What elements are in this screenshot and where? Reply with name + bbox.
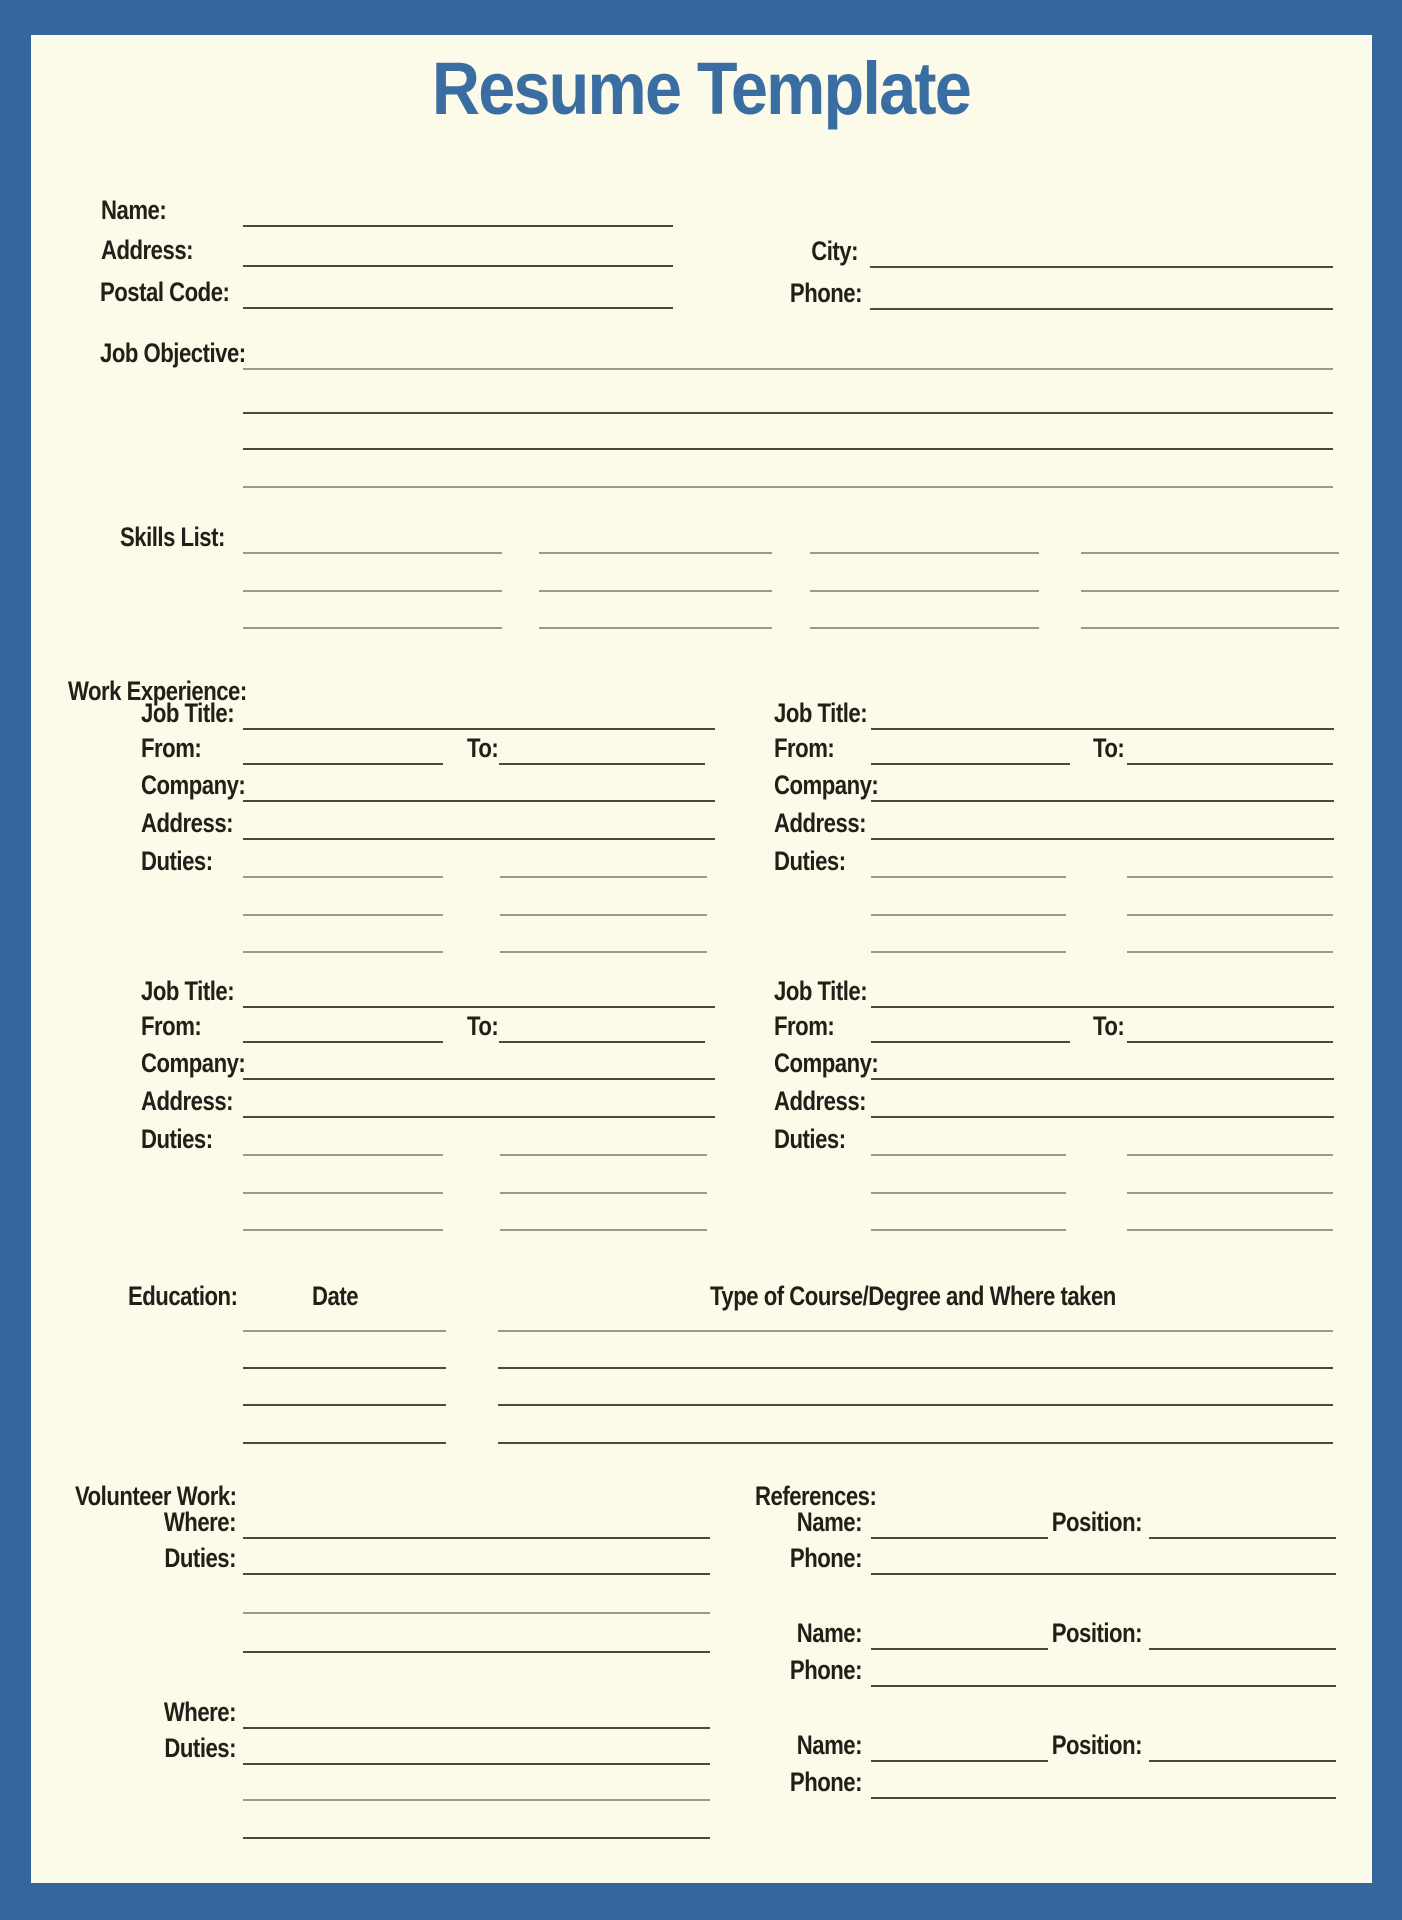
- duty-line: [1127, 1229, 1333, 1231]
- duties-label: Duties:: [164, 1543, 236, 1573]
- work-experience-header: Work Experience:: [68, 676, 247, 706]
- from-label: From:: [141, 733, 202, 763]
- volunteer-duties-line: [243, 1651, 710, 1653]
- education-date-line: [243, 1442, 446, 1444]
- where-label: Where:: [163, 1697, 236, 1727]
- education-date-line: [243, 1367, 446, 1369]
- duty-line: [243, 951, 443, 953]
- duty-line: [243, 1192, 443, 1194]
- page-title: [0, 47, 1402, 130]
- volunteer-work-header: Volunteer Work:: [75, 1481, 237, 1511]
- company-line: [243, 800, 715, 802]
- job-title-line: [871, 728, 1334, 730]
- education-course-line: [498, 1404, 1333, 1406]
- duty-line: [871, 876, 1066, 878]
- duty-line: [871, 1192, 1066, 1194]
- job-objective-line: [243, 448, 1333, 450]
- education-course-line: [498, 1442, 1333, 1444]
- duties-label: Duties:: [141, 1124, 213, 1154]
- phone-label: Phone:: [789, 1767, 862, 1797]
- reference-phone-line: [871, 1685, 1336, 1687]
- duty-line: [500, 1192, 707, 1194]
- address-line: [243, 1116, 715, 1118]
- skill-line: [539, 552, 772, 554]
- phone-label: Phone:: [789, 278, 862, 308]
- volunteer-where-line: [243, 1537, 710, 1539]
- phone-line: [870, 308, 1333, 310]
- address-label: Address:: [141, 1086, 234, 1116]
- duty-line: [243, 1154, 443, 1156]
- reference-name-line: [871, 1648, 1048, 1650]
- postal-code-line: [243, 307, 673, 309]
- address-label: Address:: [101, 235, 194, 265]
- duty-line: [243, 876, 443, 878]
- from-label: From:: [774, 1011, 835, 1041]
- company-label: Company:: [774, 1048, 879, 1078]
- company-label: Company:: [141, 770, 246, 800]
- duty-line: [500, 876, 707, 878]
- phone-label: Phone:: [789, 1543, 862, 1573]
- volunteer-duties-line: [243, 1763, 710, 1765]
- skill-line: [1081, 552, 1339, 554]
- skill-line: [243, 627, 502, 629]
- job-title-line: [871, 1006, 1334, 1008]
- paper-background: [31, 35, 1372, 1883]
- skill-line: [539, 590, 772, 592]
- to-label: To:: [1093, 733, 1125, 763]
- company-label: Company:: [141, 1048, 246, 1078]
- reference-phone-line: [871, 1573, 1336, 1575]
- postal-code-label: Postal Code:: [100, 277, 230, 307]
- skills-list-label: Skills List:: [120, 522, 225, 552]
- skill-line: [243, 590, 502, 592]
- from-line: [243, 1041, 443, 1043]
- skill-line: [810, 552, 1039, 554]
- reference-position-line: [1149, 1648, 1336, 1650]
- position-label: Position:: [1051, 1507, 1142, 1537]
- skill-line: [1081, 627, 1339, 629]
- reference-phone-line: [871, 1797, 1336, 1799]
- skill-line: [243, 552, 502, 554]
- name-label: Name:: [101, 195, 167, 225]
- education-course-line: [498, 1367, 1333, 1369]
- skill-line: [1081, 590, 1339, 592]
- education-label: Education:: [128, 1281, 238, 1311]
- where-label: Where:: [163, 1507, 236, 1537]
- phone-label: Phone:: [789, 1655, 862, 1685]
- volunteer-duties-line: [243, 1573, 710, 1575]
- duty-line: [1127, 914, 1333, 916]
- job-title-label: Job Title:: [141, 976, 235, 1006]
- education-date-line: [243, 1330, 446, 1332]
- from-label: From:: [774, 733, 835, 763]
- name-label: Name:: [796, 1730, 862, 1760]
- reference-name-line: [871, 1537, 1048, 1539]
- duty-line: [871, 951, 1066, 953]
- skill-line: [810, 627, 1039, 629]
- company-label: Company:: [774, 770, 879, 800]
- page-title-text: Resume Template: [431, 47, 971, 130]
- duty-line: [500, 1154, 707, 1156]
- volunteer-where-line: [243, 1727, 710, 1729]
- education-date-header: Date: [312, 1281, 359, 1311]
- duty-line: [500, 951, 707, 953]
- from-label: From:: [141, 1011, 202, 1041]
- address-line: [243, 265, 673, 267]
- duty-line: [1127, 876, 1333, 878]
- skill-line: [810, 590, 1039, 592]
- duties-label: Duties:: [164, 1733, 236, 1763]
- duty-line: [871, 1154, 1066, 1156]
- job-title-label: Job Title:: [141, 698, 235, 728]
- position-label: Position:: [1051, 1730, 1142, 1760]
- references-header: References:: [755, 1481, 877, 1511]
- duty-line: [871, 914, 1066, 916]
- name-label: Name:: [796, 1507, 862, 1537]
- duty-line: [1127, 951, 1333, 953]
- from-line: [871, 763, 1070, 765]
- to-label: To:: [467, 733, 499, 763]
- to-line: [1127, 1041, 1333, 1043]
- duty-line: [243, 1229, 443, 1231]
- company-line: [871, 800, 1334, 802]
- from-line: [871, 1041, 1070, 1043]
- address-label: Address:: [774, 1086, 867, 1116]
- to-label: To:: [467, 1011, 499, 1041]
- job-title-line: [243, 728, 715, 730]
- reference-position-line: [1149, 1537, 1336, 1539]
- to-line: [1127, 763, 1333, 765]
- city-label: City:: [811, 236, 858, 266]
- job-objective-line: [243, 368, 1333, 370]
- job-title-label: Job Title:: [774, 698, 868, 728]
- volunteer-duties-line: [243, 1612, 710, 1614]
- volunteer-duties-line: [243, 1799, 710, 1801]
- duties-label: Duties:: [141, 846, 213, 876]
- skill-line: [539, 627, 772, 629]
- duty-line: [243, 914, 443, 916]
- position-label: Position:: [1051, 1618, 1142, 1648]
- education-course-line: [498, 1330, 1333, 1332]
- duty-line: [871, 1229, 1066, 1231]
- city-line: [870, 266, 1333, 268]
- job-objective-line: [243, 412, 1333, 414]
- job-objective-line: [243, 486, 1333, 488]
- duty-line: [500, 914, 707, 916]
- duties-label: Duties:: [774, 846, 846, 876]
- education-course-header: Type of Course/Degree and Where taken: [710, 1281, 1116, 1311]
- name-line: [243, 225, 673, 227]
- company-line: [871, 1078, 1334, 1080]
- from-line: [243, 763, 443, 765]
- address-line: [871, 1116, 1334, 1118]
- duties-label: Duties:: [774, 1124, 846, 1154]
- duty-line: [500, 1229, 707, 1231]
- name-label: Name:: [796, 1618, 862, 1648]
- education-date-line: [243, 1404, 446, 1406]
- address-label: Address:: [774, 808, 867, 838]
- job-title-line: [243, 1006, 715, 1008]
- address-line: [243, 838, 715, 840]
- volunteer-duties-line: [243, 1837, 710, 1839]
- job-title-label: Job Title:: [774, 976, 868, 1006]
- duty-line: [1127, 1154, 1333, 1156]
- address-label: Address:: [141, 808, 234, 838]
- job-objective-label: Job Objective:: [100, 338, 246, 368]
- reference-position-line: [1149, 1760, 1336, 1762]
- duty-line: [1127, 1192, 1333, 1194]
- reference-name-line: [871, 1760, 1048, 1762]
- address-line: [871, 838, 1334, 840]
- to-line: [499, 763, 705, 765]
- company-line: [243, 1078, 715, 1080]
- to-line: [499, 1041, 705, 1043]
- to-label: To:: [1093, 1011, 1125, 1041]
